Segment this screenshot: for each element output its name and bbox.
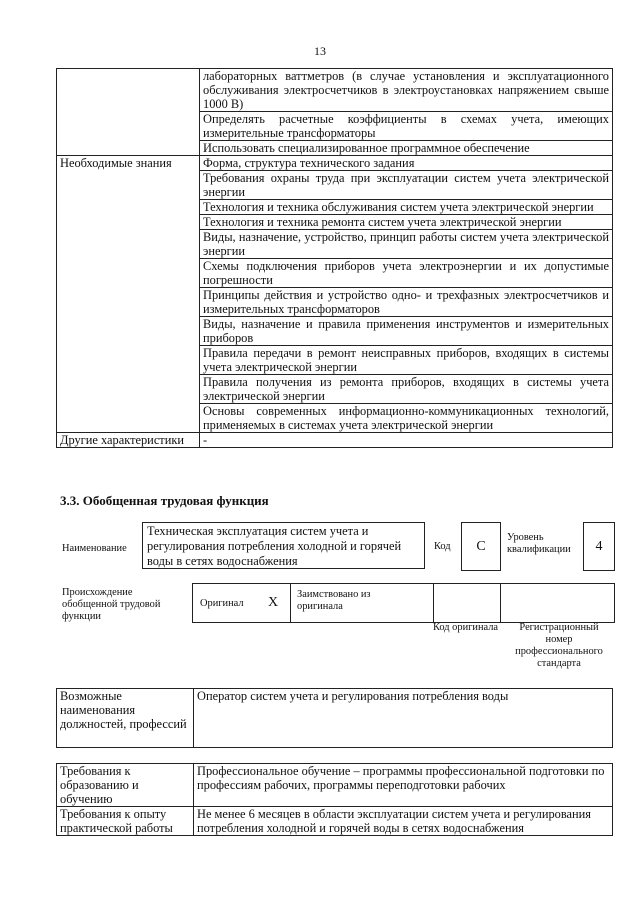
original-label: Оригинал [200, 598, 244, 609]
function-name-box [142, 522, 425, 569]
knowledge-cell: Технология и техника обслуживания систем учета электрической энергии [200, 200, 613, 215]
knowledge-cell: Виды, назначение и правила применения инструментов и измерительных приборов [200, 317, 613, 346]
education-requirements-label: Требования к образованию и обучению [57, 764, 194, 807]
qualification-level-box [583, 522, 615, 571]
skill-cell: Определять расчетные коэффициенты в схемах учета, имеющих измерительные трансформаторы [200, 112, 613, 141]
table-row [57, 433, 613, 448]
section-heading: 3.3. Обобщенная трудовая функция [60, 493, 269, 508]
page-number: 13 [314, 44, 326, 58]
table-row [57, 156, 613, 171]
divider [433, 584, 434, 622]
skill-cell: Использовать специализированное программное обеспечение [200, 141, 613, 156]
knowledge-cell: Основы современных информационно-коммуникационных технологий, применяемых в системах учета электрической энергии [200, 404, 613, 433]
job-titles-table [56, 688, 613, 748]
qualification-level-value: 4 [595, 538, 603, 554]
function-name: Техническая эксплуатация систем учета и регулирования потребления холодной и горячей воды в сетях водоснабжения [147, 524, 402, 568]
reg-number-caption: Регистрационный номер профессионального стандарта [515, 622, 603, 669]
origin-label: Происхождение обобщенной трудовой функции [62, 587, 161, 622]
table-row [57, 764, 613, 807]
divider [290, 584, 291, 622]
skill-cell: лабораторных ваттметров (в случае установления и эксплуатационного обслуживания электросчетчиков в электроустановках напряжением свыше 1000 В) [200, 69, 613, 112]
education-requirements-value: Профессиональное обучение – программы профессиональной подготовки по профессиям рабочих, программы переподготовки рабочих [194, 764, 613, 807]
knowledge-cell: Требования охраны труда при эксплуатации систем учета электрической энергии [200, 171, 613, 200]
borrowed-label: Заимствовано из оригинала [297, 589, 371, 612]
job-titles-value: Оператор систем учета и регулирования потребления воды [194, 689, 613, 748]
code-original-caption: Код оригинала [432, 622, 499, 633]
other-characteristics-value: - [200, 433, 613, 448]
knowledge-cell: Виды, назначение, устройство, принцип работы систем учета электрической энергии [200, 230, 613, 259]
original-mark: X [268, 595, 279, 610]
skills-knowledge-table [56, 68, 613, 448]
knowledge-cell: Схемы подключения приборов учета электроэнергии и их допустимые погрешности [200, 259, 613, 288]
knowledge-label: Необходимые знания [57, 156, 200, 433]
table-row [57, 689, 613, 748]
table-row [57, 807, 613, 836]
table-row [57, 69, 613, 112]
job-titles-label: Возможные наименования должностей, профессий [57, 689, 194, 748]
experience-requirements-label: Требования к опыту практической работы [57, 807, 194, 836]
qualification-level-label: Уровень квалификации [507, 532, 571, 555]
knowledge-cell: Правила передачи в ремонт неисправных приборов, входящих в системы учета электрической энергии [200, 346, 613, 375]
knowledge-cell: Правила получения из ремонта приборов, входящих в системы учета электрической энергии [200, 375, 613, 404]
knowledge-cell: Форма, структура технического задания [200, 156, 613, 171]
code-value: C [476, 538, 486, 554]
code-label: Код [434, 541, 451, 552]
knowledge-cell: Технология и техника ремонта систем учета электрической энергии [200, 215, 613, 230]
knowledge-cell: Принципы действия и устройство одно- и трехфазных электросчетчиков и измерительных трансформаторов [200, 288, 613, 317]
origin-box [192, 583, 615, 623]
experience-requirements-value: Не менее 6 месяцев в области эксплуатации систем учета и регулирования потребления холодной и горячей воды в сетях водоснабжения [194, 807, 613, 836]
divider [500, 584, 501, 622]
other-characteristics-label: Другие характеристики [57, 433, 200, 448]
name-label: Наименование [62, 543, 127, 554]
requirements-table [56, 763, 613, 836]
code-box [461, 522, 501, 571]
